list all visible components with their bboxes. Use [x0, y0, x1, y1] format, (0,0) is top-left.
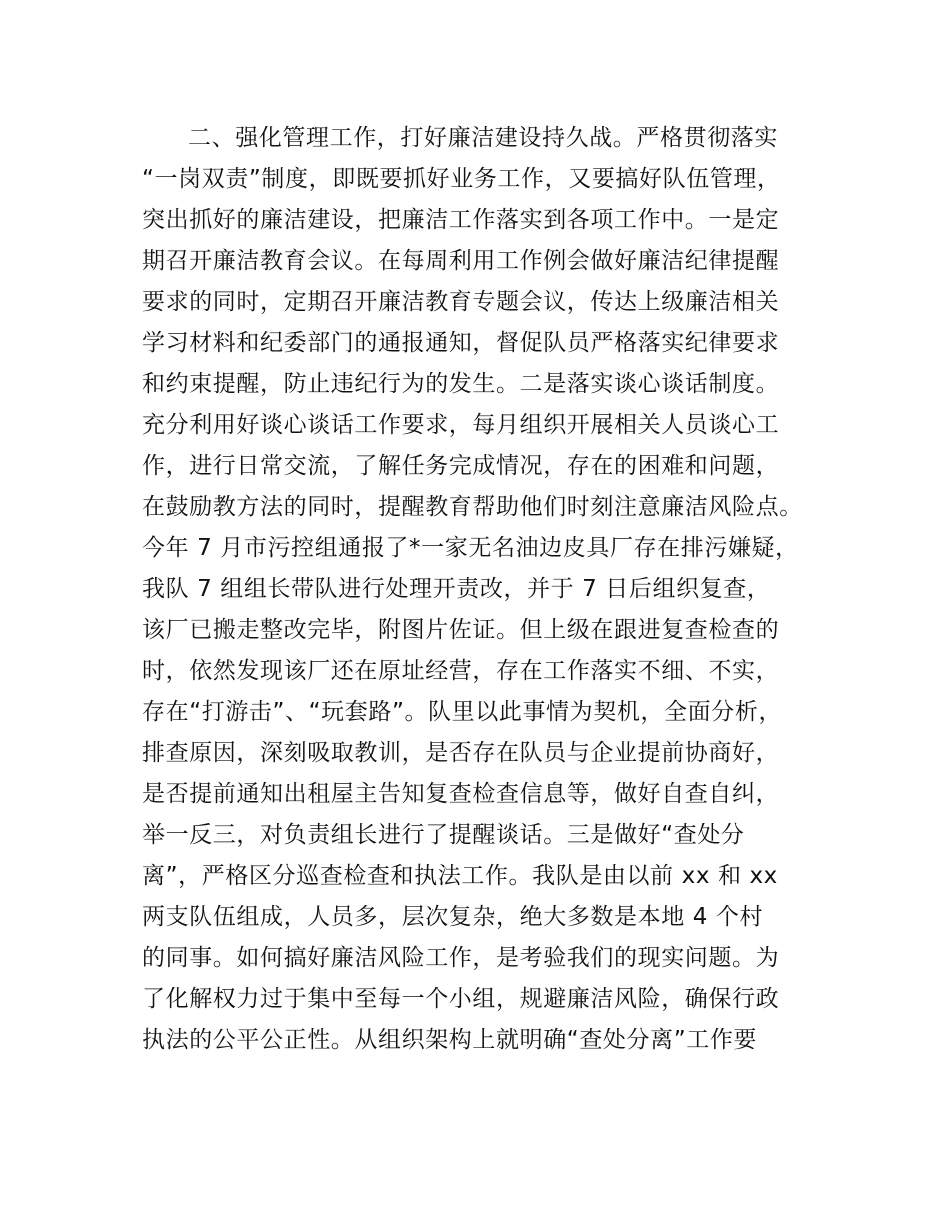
text-line: 是否提前通知出租屋主告知复查检查信息等，做好自查自纠， — [142, 781, 780, 807]
text-line: 我队 7 组组长带队进行处理开责改，并于 7 日后组织复查， — [142, 576, 771, 602]
text-line: 今年 7 月市污控组通报了*一家无名油边皮具厂存在排污嫌疑， — [142, 535, 799, 561]
text-line: 和约束提醒，防止违纪行为的发生。二是落实谈心谈话制度。 — [142, 371, 780, 397]
text-line: 了化解权力过于集中至每一个小组，规避廉洁风险，确保行政 — [142, 986, 780, 1012]
text-line: 存在“打游击”、“玩套路”。队里以此事情为契机，全面分析， — [142, 699, 783, 725]
text-line: 离”，严格区分巡查检查和执法工作。我队是由以前 xx 和 xx — [142, 863, 778, 889]
text-line: 要求的同时，定期召开廉洁教育专题会议，传达上级廉洁相关 — [142, 289, 780, 315]
text-line: 的同事。如何搞好廉洁风险工作，是考验我们的现实问题。为 — [142, 945, 780, 971]
text-line: 期召开廉洁教育会议。在每周利用工作例会做好廉洁纪律提醒 — [142, 248, 780, 274]
body-paragraph — [142, 118, 842, 1061]
text-line: 执法的公平公正性。从组织架构上就明确“查处分离”工作要 — [142, 1027, 758, 1053]
text-line: 在鼓励教方法的同时，提醒教育帮助他们时刻注意廉洁风险点。 — [142, 494, 803, 520]
text-line: 充分利用好谈心谈话工作要求，每月组织开展相关人员谈心工 — [142, 412, 780, 438]
text-line: 该厂已搬走整改完毕，附图片佐证。但上级在跟进复查检查的 — [142, 617, 780, 643]
text-line: 二、强化管理工作，打好廉洁建设持久战。严格贯彻落实 — [188, 125, 778, 151]
text-line: 作，进行日常交流，了解任务完成情况，存在的困难和问题， — [142, 453, 780, 479]
text-line: 突出抓好的廉洁建设，把廉洁工作落实到各项工作中。一是定 — [142, 207, 780, 233]
text-line: 举一反三，对负责组长进行了提醒谈话。三是做好“查处分 — [142, 822, 745, 848]
text-line: 两支队伍组成，人员多，层次复杂，绝大多数是本地 4 个村 — [142, 904, 764, 930]
text-line: 排查原因，深刻吸取教训，是否存在队员与企业提前协商好， — [142, 740, 780, 766]
text-line: 时，依然发现该厂还在原址经营，存在工作落实不细、不实， — [142, 658, 780, 684]
text-line: “一岗双责”制度，即既要抓好业务工作，又要搞好队伍管理， — [142, 166, 781, 192]
text-line: 学习材料和纪委部门的通报通知，督促队员严格落实纪律要求 — [142, 330, 780, 356]
